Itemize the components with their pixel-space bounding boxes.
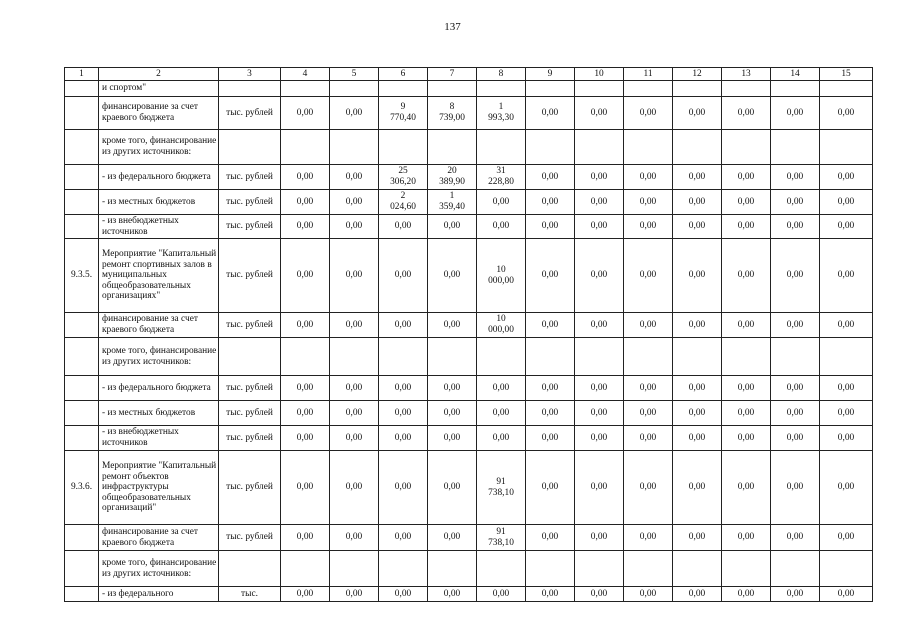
code-cell <box>65 338 99 376</box>
value-cell: 0,00 <box>428 451 477 525</box>
value-cell: 0,00 <box>673 587 722 602</box>
value-cell <box>771 81 820 97</box>
column-header: 15 <box>820 68 873 81</box>
value-cell: 0,00 <box>673 190 722 215</box>
value-cell <box>673 81 722 97</box>
code-cell <box>65 130 99 165</box>
value-cell: 0,00 <box>575 190 624 215</box>
value-cell <box>379 551 428 587</box>
budget-table <box>64 67 873 602</box>
value-cell <box>624 130 673 165</box>
name-cell: финансирование за счет краевого бюджета <box>99 97 219 130</box>
value-cell: 0,00 <box>379 401 428 426</box>
value-cell: 0,00 <box>722 313 771 338</box>
value-cell: 0,00 <box>428 401 477 426</box>
value-cell <box>771 130 820 165</box>
value-cell: 0,00 <box>379 525 428 551</box>
value-cell: 0,00 <box>771 97 820 130</box>
header-row <box>65 68 873 81</box>
value-cell: 31 228,80 <box>477 165 526 190</box>
value-cell: 0,00 <box>281 215 330 239</box>
value-cell: 0,00 <box>330 97 379 130</box>
value-cell: 0,00 <box>820 451 873 525</box>
value-cell: 0,00 <box>624 525 673 551</box>
value-cell <box>771 551 820 587</box>
value-cell: 0,00 <box>575 401 624 426</box>
value-cell <box>624 81 673 97</box>
value-cell: 0,00 <box>379 587 428 602</box>
value-cell <box>722 338 771 376</box>
code-cell <box>65 313 99 338</box>
unit-cell: тыс. рублей <box>219 401 281 426</box>
value-cell <box>379 81 428 97</box>
value-cell <box>330 338 379 376</box>
value-cell: 0,00 <box>575 426 624 451</box>
value-cell: 0,00 <box>526 313 575 338</box>
column-header: 11 <box>624 68 673 81</box>
value-cell: 0,00 <box>722 451 771 525</box>
code-cell <box>65 525 99 551</box>
value-cell: 91 738,10 <box>477 525 526 551</box>
value-cell <box>820 130 873 165</box>
table-row <box>65 130 873 165</box>
value-cell: 0,00 <box>722 587 771 602</box>
unit-cell: тыс. рублей <box>219 376 281 401</box>
value-cell: 0,00 <box>330 239 379 313</box>
value-cell: 0,00 <box>575 215 624 239</box>
value-cell <box>428 130 477 165</box>
value-cell: 0,00 <box>526 97 575 130</box>
value-cell: 0,00 <box>722 190 771 215</box>
value-cell <box>575 81 624 97</box>
name-cell: - из внебюджетных источников <box>99 426 219 451</box>
value-cell: 0,00 <box>526 525 575 551</box>
value-cell: 0,00 <box>624 587 673 602</box>
name-cell: финансирование за счет краевого бюджета <box>99 525 219 551</box>
value-cell <box>526 81 575 97</box>
value-cell: 0,00 <box>624 426 673 451</box>
value-cell: 0,00 <box>477 426 526 451</box>
value-cell: 0,00 <box>575 376 624 401</box>
value-cell: 0,00 <box>281 165 330 190</box>
value-cell: 0,00 <box>330 525 379 551</box>
unit-cell <box>219 81 281 97</box>
value-cell <box>624 338 673 376</box>
value-cell <box>526 551 575 587</box>
value-cell: 0,00 <box>624 451 673 525</box>
value-cell: 0,00 <box>575 239 624 313</box>
column-header: 3 <box>219 68 281 81</box>
value-cell: 0,00 <box>526 401 575 426</box>
unit-cell: тыс. рублей <box>219 525 281 551</box>
name-cell: кроме того, финансирование из других источников: <box>99 130 219 165</box>
value-cell: 0,00 <box>722 239 771 313</box>
value-cell: 0,00 <box>624 376 673 401</box>
name-cell: - из федерального бюджета <box>99 165 219 190</box>
column-header: 8 <box>477 68 526 81</box>
value-cell <box>477 338 526 376</box>
name-cell: финансирование за счет краевого бюджета <box>99 313 219 338</box>
value-cell: 0,00 <box>526 376 575 401</box>
code-cell <box>65 401 99 426</box>
code-cell <box>65 587 99 602</box>
value-cell: 0,00 <box>771 587 820 602</box>
value-cell: 0,00 <box>526 451 575 525</box>
value-cell: 0,00 <box>820 165 873 190</box>
value-cell: 0,00 <box>428 313 477 338</box>
value-cell: 0,00 <box>673 165 722 190</box>
value-cell: 0,00 <box>673 451 722 525</box>
value-cell: 0,00 <box>673 313 722 338</box>
value-cell: 0,00 <box>428 376 477 401</box>
table-row <box>65 551 873 587</box>
column-header: 14 <box>771 68 820 81</box>
value-cell: 0,00 <box>820 426 873 451</box>
column-header: 5 <box>330 68 379 81</box>
value-cell: 0,00 <box>722 525 771 551</box>
name-cell: Мероприятие "Капитальный ремонт объектов инфраструктуры общеобразовательных организаций" <box>99 451 219 525</box>
value-cell: 0,00 <box>673 376 722 401</box>
value-cell: 0,00 <box>820 97 873 130</box>
table-row <box>65 165 873 190</box>
value-cell: 0,00 <box>771 451 820 525</box>
table-row <box>65 190 873 215</box>
value-cell <box>379 130 428 165</box>
value-cell <box>281 81 330 97</box>
value-cell: 0,00 <box>771 215 820 239</box>
value-cell: 0,00 <box>673 215 722 239</box>
value-cell: 0,00 <box>624 215 673 239</box>
value-cell: 8 739,00 <box>428 97 477 130</box>
unit-cell: тыс. рублей <box>219 190 281 215</box>
unit-cell: тыс. рублей <box>219 97 281 130</box>
value-cell: 0,00 <box>771 190 820 215</box>
code-cell <box>65 426 99 451</box>
value-cell: 0,00 <box>624 239 673 313</box>
value-cell <box>281 338 330 376</box>
value-cell: 0,00 <box>673 239 722 313</box>
value-cell <box>673 130 722 165</box>
value-cell <box>673 551 722 587</box>
column-header: 9 <box>526 68 575 81</box>
table-row <box>65 426 873 451</box>
value-cell: 0,00 <box>428 587 477 602</box>
unit-cell: тыс. рублей <box>219 426 281 451</box>
value-cell: 0,00 <box>330 313 379 338</box>
value-cell: 0,00 <box>722 426 771 451</box>
value-cell: 0,00 <box>330 165 379 190</box>
value-cell: 0,00 <box>477 376 526 401</box>
name-cell: кроме того, финансирование из других источников: <box>99 551 219 587</box>
value-cell: 0,00 <box>526 165 575 190</box>
value-cell <box>722 130 771 165</box>
value-cell: 0,00 <box>771 426 820 451</box>
value-cell <box>820 551 873 587</box>
value-cell: 0,00 <box>281 525 330 551</box>
value-cell: 10 000,00 <box>477 313 526 338</box>
code-cell <box>65 190 99 215</box>
value-cell: 0,00 <box>526 587 575 602</box>
value-cell: 0,00 <box>771 313 820 338</box>
value-cell: 20 389,90 <box>428 165 477 190</box>
name-cell: - из федерального бюджета <box>99 376 219 401</box>
value-cell <box>281 551 330 587</box>
code-cell <box>65 97 99 130</box>
value-cell: 0,00 <box>575 313 624 338</box>
value-cell: 0,00 <box>575 97 624 130</box>
unit-cell: тыс. рублей <box>219 215 281 239</box>
value-cell <box>722 551 771 587</box>
value-cell: 0,00 <box>281 313 330 338</box>
value-cell: 0,00 <box>722 165 771 190</box>
unit-cell: тыс. рублей <box>219 313 281 338</box>
value-cell: 0,00 <box>379 426 428 451</box>
table-row <box>65 401 873 426</box>
value-cell: 0,00 <box>820 215 873 239</box>
value-cell: 0,00 <box>575 451 624 525</box>
value-cell: 0,00 <box>379 239 428 313</box>
value-cell: 0,00 <box>624 401 673 426</box>
table-row <box>65 376 873 401</box>
table-row <box>65 313 873 338</box>
value-cell: 0,00 <box>624 165 673 190</box>
value-cell: 0,00 <box>820 239 873 313</box>
code-cell: 9.3.6. <box>65 451 99 525</box>
page-number: 137 <box>444 21 461 33</box>
value-cell: 0,00 <box>281 376 330 401</box>
unit-cell: тыс. рублей <box>219 239 281 313</box>
column-header: 10 <box>575 68 624 81</box>
value-cell: 0,00 <box>575 587 624 602</box>
value-cell: 25 306,20 <box>379 165 428 190</box>
code-cell <box>65 215 99 239</box>
value-cell: 91 738,10 <box>477 451 526 525</box>
value-cell: 0,00 <box>771 401 820 426</box>
code-cell <box>65 551 99 587</box>
value-cell <box>526 130 575 165</box>
value-cell: 0,00 <box>379 451 428 525</box>
value-cell <box>428 551 477 587</box>
unit-cell <box>219 338 281 376</box>
value-cell: 0,00 <box>281 587 330 602</box>
value-cell: 1 359,40 <box>428 190 477 215</box>
code-cell <box>65 81 99 97</box>
value-cell <box>575 338 624 376</box>
table-row <box>65 81 873 97</box>
value-cell <box>722 81 771 97</box>
column-header: 7 <box>428 68 477 81</box>
code-cell <box>65 376 99 401</box>
value-cell <box>379 338 428 376</box>
column-header: 13 <box>722 68 771 81</box>
value-cell: 0,00 <box>673 426 722 451</box>
unit-cell: тыс. рублей <box>219 165 281 190</box>
name-cell: - из местных бюджетов <box>99 190 219 215</box>
value-cell: 0,00 <box>428 239 477 313</box>
value-cell: 0,00 <box>281 97 330 130</box>
value-cell: 0,00 <box>330 401 379 426</box>
value-cell: 0,00 <box>722 97 771 130</box>
value-cell: 0,00 <box>526 239 575 313</box>
value-cell <box>330 81 379 97</box>
value-cell: 0,00 <box>281 426 330 451</box>
value-cell: 0,00 <box>722 401 771 426</box>
value-cell: 0,00 <box>575 525 624 551</box>
value-cell: 0,00 <box>624 97 673 130</box>
value-cell <box>477 551 526 587</box>
unit-cell <box>219 130 281 165</box>
value-cell: 0,00 <box>477 215 526 239</box>
value-cell: 0,00 <box>624 313 673 338</box>
table-row <box>65 97 873 130</box>
value-cell: 0,00 <box>526 426 575 451</box>
value-cell: 0,00 <box>379 313 428 338</box>
value-cell: 0,00 <box>624 190 673 215</box>
value-cell: 9 770,40 <box>379 97 428 130</box>
value-cell: 0,00 <box>673 401 722 426</box>
table-row <box>65 338 873 376</box>
value-cell <box>526 338 575 376</box>
value-cell: 0,00 <box>281 401 330 426</box>
value-cell: 0,00 <box>477 587 526 602</box>
value-cell <box>330 130 379 165</box>
value-cell: 0,00 <box>673 525 722 551</box>
value-cell <box>820 81 873 97</box>
unit-cell <box>219 551 281 587</box>
value-cell <box>673 338 722 376</box>
value-cell: 0,00 <box>330 426 379 451</box>
name-cell: - из федерального <box>99 587 219 602</box>
value-cell: 1 993,30 <box>477 97 526 130</box>
value-cell: 0,00 <box>330 376 379 401</box>
value-cell <box>575 130 624 165</box>
table-row <box>65 587 873 602</box>
value-cell: 0,00 <box>379 215 428 239</box>
code-cell <box>65 165 99 190</box>
value-cell: 0,00 <box>722 376 771 401</box>
table-row <box>65 525 873 551</box>
value-cell: 0,00 <box>428 525 477 551</box>
table-row <box>65 215 873 239</box>
name-cell: - из местных бюджетов <box>99 401 219 426</box>
name-cell: и спортом" <box>99 81 219 97</box>
value-cell: 0,00 <box>281 190 330 215</box>
value-cell <box>624 551 673 587</box>
unit-cell: тыс. рублей <box>219 451 281 525</box>
value-cell: 0,00 <box>771 239 820 313</box>
value-cell: 0,00 <box>771 525 820 551</box>
table-row <box>65 451 873 525</box>
value-cell: 0,00 <box>281 451 330 525</box>
value-cell <box>575 551 624 587</box>
value-cell: 0,00 <box>281 239 330 313</box>
value-cell: 0,00 <box>330 215 379 239</box>
value-cell: 0,00 <box>330 587 379 602</box>
column-header: 2 <box>99 68 219 81</box>
value-cell: 0,00 <box>820 401 873 426</box>
value-cell <box>330 551 379 587</box>
name-cell: Мероприятие "Капитальный ремонт спортивных залов в муниципальных общеобразовательных организациях" <box>99 239 219 313</box>
value-cell: 0,00 <box>771 165 820 190</box>
column-header: 1 <box>65 68 99 81</box>
unit-cell: тыс. <box>219 587 281 602</box>
value-cell: 0,00 <box>526 215 575 239</box>
column-header: 12 <box>673 68 722 81</box>
value-cell: 0,00 <box>673 97 722 130</box>
value-cell: 0,00 <box>330 190 379 215</box>
value-cell <box>428 81 477 97</box>
value-cell: 0,00 <box>428 426 477 451</box>
value-cell <box>477 130 526 165</box>
name-cell: - из внебюджетных источников <box>99 215 219 239</box>
value-cell: 0,00 <box>771 376 820 401</box>
value-cell: 0,00 <box>820 313 873 338</box>
name-cell: кроме того, финансирование из других источников: <box>99 338 219 376</box>
value-cell: 0,00 <box>820 587 873 602</box>
value-cell: 0,00 <box>722 215 771 239</box>
value-cell: 0,00 <box>330 451 379 525</box>
value-cell <box>428 338 477 376</box>
column-header: 4 <box>281 68 330 81</box>
value-cell: 0,00 <box>428 215 477 239</box>
value-cell: 0,00 <box>575 165 624 190</box>
table-row <box>65 239 873 313</box>
value-cell <box>281 130 330 165</box>
value-cell <box>771 338 820 376</box>
value-cell <box>477 81 526 97</box>
code-cell: 9.3.5. <box>65 239 99 313</box>
value-cell: 0,00 <box>820 376 873 401</box>
value-cell: 0,00 <box>526 190 575 215</box>
value-cell: 0,00 <box>477 190 526 215</box>
value-cell: 10 000,00 <box>477 239 526 313</box>
value-cell <box>820 338 873 376</box>
value-cell: 0,00 <box>820 525 873 551</box>
column-header: 6 <box>379 68 428 81</box>
value-cell: 2 024,60 <box>379 190 428 215</box>
value-cell: 0,00 <box>477 401 526 426</box>
value-cell: 0,00 <box>820 190 873 215</box>
value-cell: 0,00 <box>379 376 428 401</box>
